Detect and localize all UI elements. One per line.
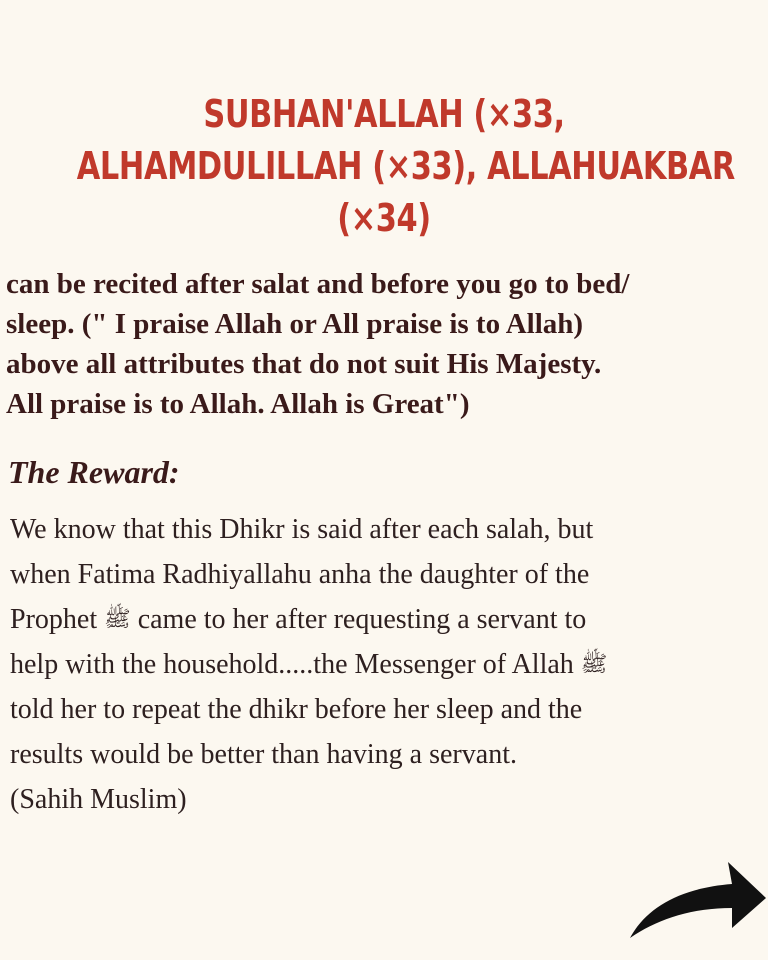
salutation-glyph: ﷺ (580, 652, 608, 677)
reward-line-2: when Fatima Radhiyallahu anha the daughter of the (10, 559, 590, 590)
title-line-1: SUBHAN'ALLAH (×33, (203, 92, 565, 136)
reward-line-3 (10, 597, 766, 642)
salutation-glyph: ﷺ (104, 607, 131, 632)
title-line-3: (×34) (337, 196, 431, 240)
reward-line-3-start: Prophet (10, 604, 98, 635)
reward-line-6: results would be better than having a servant. (10, 739, 517, 770)
intro-line-2: sleep. (" I praise Allah or All praise is to Allah) (6, 308, 584, 340)
reward-paragraph (10, 507, 766, 822)
page-title (76, 88, 735, 244)
reward-line-3-end: came to her after requesting a servant to (137, 604, 587, 635)
intro-line-1: can be recited after salat and before you go to bed/ (6, 268, 630, 300)
title-line-2: ALHAMDULILLAH (×33), ALLAHUAKBAR (76, 144, 735, 188)
reward-heading: The Reward: (8, 454, 180, 490)
reward-line-4-text: help with the household.....the Messenger of Allah (10, 649, 574, 680)
reward-line-1: We know that this Dhikr is said after each salah, but (10, 514, 594, 545)
intro-line-4: All praise is to Allah. Allah is Great") (6, 388, 470, 420)
next-arrow-icon[interactable] (628, 850, 768, 940)
intro-line-3: above all attributes that do not suit His Majesty. (6, 348, 602, 380)
reward-line-5: told her to repeat the dhikr before her sleep and the (10, 694, 583, 725)
intro-paragraph (6, 264, 766, 424)
reward-line-4 (10, 642, 766, 687)
reward-line-7: (Sahih Muslim) (10, 784, 187, 815)
